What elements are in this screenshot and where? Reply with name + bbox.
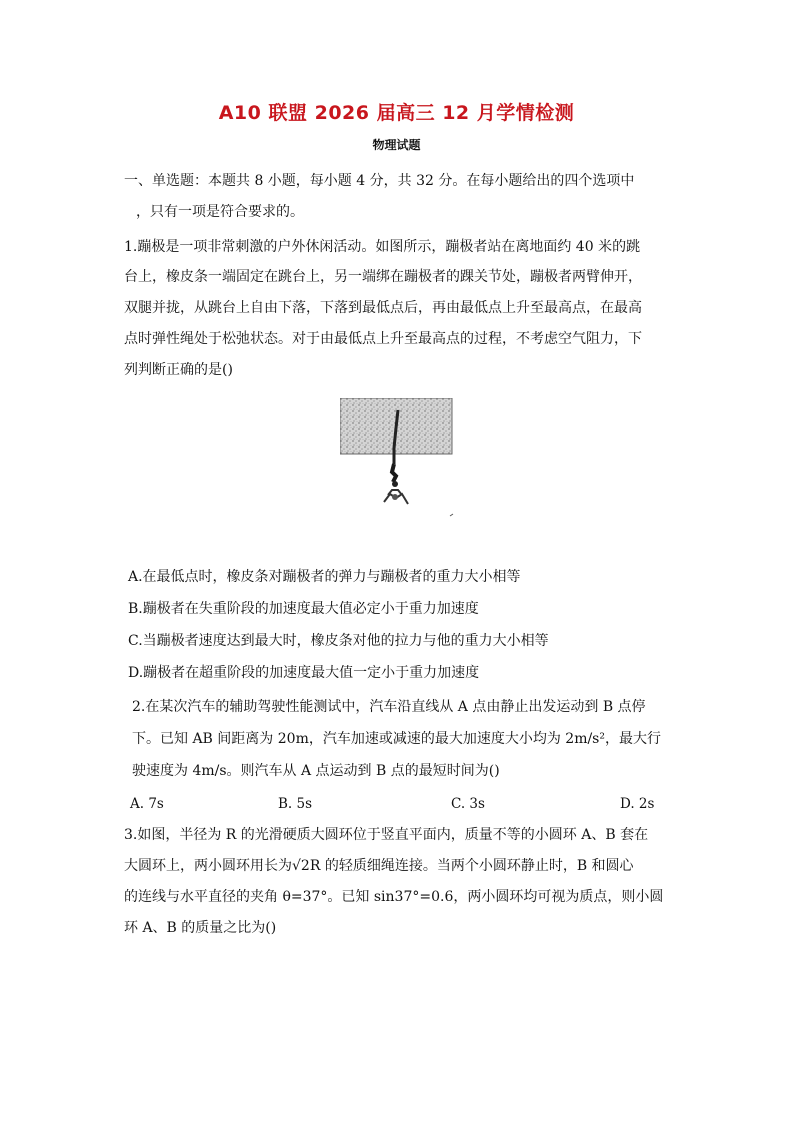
q2-option-d: D. 2s bbox=[620, 796, 655, 812]
q2-option-a: A. 7s bbox=[130, 796, 164, 812]
q1-text-line-3: 双腿并拢，从跳台上自由下落，下落到最低点后，再由最低点上升至最高点，在最高 bbox=[124, 300, 642, 316]
section-instruction-line-1: 一、单选题：本题共 8 小题，每小题 4 分，共 32 分。在每小题给出的四个选项中 bbox=[124, 173, 635, 189]
q3-text-line-4: 环 A、B 的质量之比为() bbox=[124, 920, 277, 936]
q1-text-line-5: 列判断正确的是() bbox=[124, 362, 233, 378]
q2-text-line-2: 下。已知 AB 间距离为 20m，汽车加速或减速的最大加速度大小均为 2m/s²，最大行 bbox=[132, 731, 661, 747]
q1-option-a: A.在最低点时，橡皮条对蹦极者的弹力与蹦极者的重力大小相等 bbox=[128, 569, 521, 585]
page-subtitle: 物理试题 bbox=[372, 138, 421, 152]
bungee-jump-figure bbox=[340, 398, 454, 522]
q1-text-line-4: 点时弹性绳处于松弛状态。对于由最低点上升至最高点的过程，不考虑空气阻力，下 bbox=[124, 331, 642, 347]
bungee-jump-illustration bbox=[340, 398, 454, 522]
q1-option-c: C.当蹦极者速度达到最大时，橡皮条对他的拉力与他的重力大小相等 bbox=[128, 633, 549, 649]
q2-option-b: B. 5s bbox=[278, 796, 313, 812]
q2-option-c: C. 3s bbox=[451, 796, 485, 812]
page-title: A10 联盟 2026 届高三 12 月学情检测 bbox=[218, 102, 575, 124]
section-instruction-line-2: ，只有一项是符合要求的。 bbox=[136, 204, 304, 220]
q3-text-line-3: 的连线与水平直径的夹角 θ=37°。已知 sin37°=0.6，两小圆环均可视为质点，则小圆 bbox=[124, 889, 664, 905]
q1-option-b: B.蹦极者在失重阶段的加速度最大值必定小于重力加速度 bbox=[128, 601, 479, 617]
q2-text-line-3: 驶速度为 4m/s。则汽车从 A 点运动到 B 点的最短时间为() bbox=[132, 763, 500, 779]
q1-text-line-1: 1.蹦极是一项非常刺激的户外休闲活动。如图所示，蹦极者站在离地面约 40 米的跳 bbox=[124, 239, 641, 255]
q2-text-line-1: 2.在某次汽车的辅助驾驶性能测试中，汽车沿直线从 A 点由静止出发运动到 B 点停 bbox=[132, 699, 646, 715]
q1-option-d: D.蹦极者在超重阶段的加速度最大值一定小于重力加速度 bbox=[128, 665, 480, 681]
q3-text-line-2: 大圆环上，两小圆环用长为√2R 的轻质细绳连接。当两个小圆环静止时，B 和圆心 bbox=[124, 858, 634, 874]
q1-text-line-2: 台上，橡皮条一端固定在跳台上，另一端绑在蹦极者的踝关节处，蹦极者两臂伸开， bbox=[124, 269, 642, 285]
q3-text-line-1: 3.如图，半径为 R 的光滑硬质大圆环位于竖直平面内，质量不等的小圆环 A、B 套在 bbox=[124, 827, 649, 843]
